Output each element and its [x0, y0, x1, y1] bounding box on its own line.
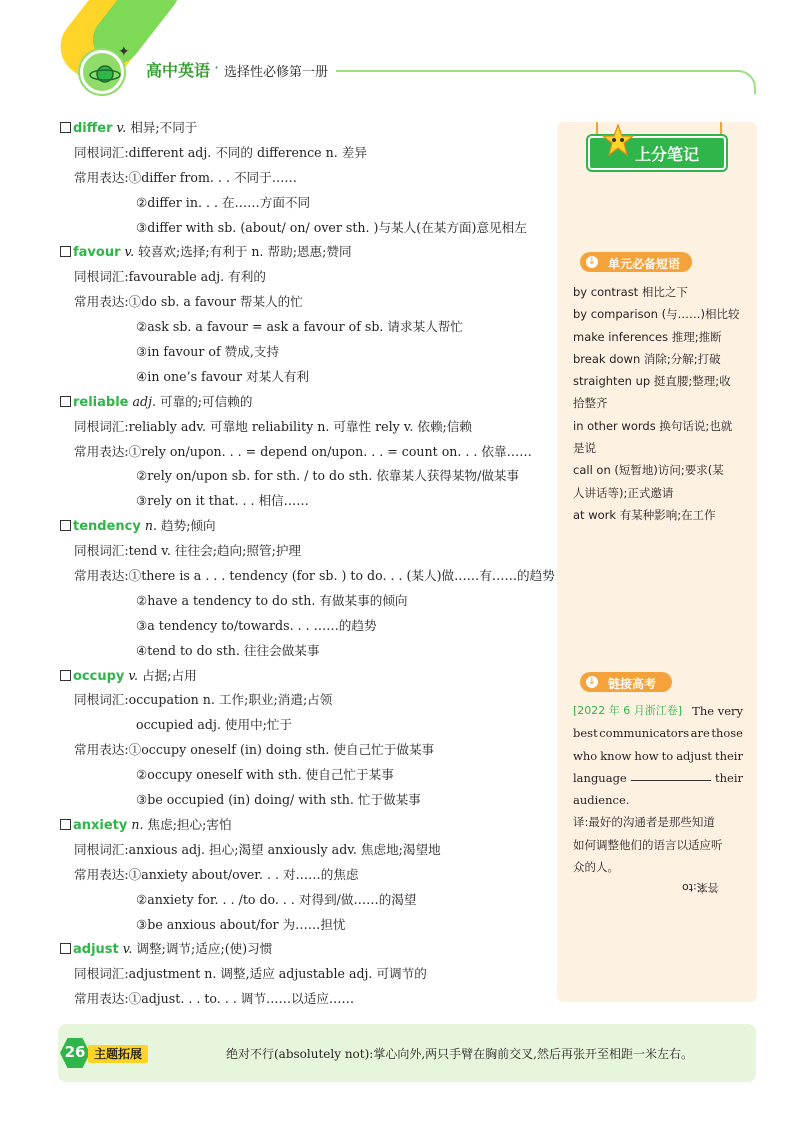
- header-rule: [336, 70, 736, 72]
- phrase-item: by comparison (与……)相比较: [573, 307, 740, 322]
- headword-meaning: 可靠的;可信赖的: [160, 393, 253, 409]
- vocab-entry: [60, 240, 550, 389]
- entry-headword-line: [60, 937, 550, 962]
- headword-meaning: 相异;不同于: [130, 120, 198, 135]
- vocabulary-list: [60, 116, 555, 1012]
- entry-detail-line: 常用表达:①anxiety about/over. . . 对……的焦虑: [74, 866, 359, 882]
- entry-headword-line: [60, 240, 550, 265]
- entry-detail-line: 同根词汇:tend v. 往往会;趋向;照管;护理: [74, 543, 302, 559]
- entry-detail-line: ②ask sb. a favour = ask a favour of sb. 请求某人帮忙: [136, 319, 463, 335]
- headword: tendency: [73, 519, 141, 535]
- entry-detail-line: ②anxiety for. . . /to do. . . 对得到/做……的渴望: [136, 891, 417, 907]
- answer-blank: [631, 767, 711, 781]
- checkbox-icon: [60, 122, 71, 133]
- phrase-item: straighten up 挺直腰;整理;收: [573, 374, 731, 389]
- vocab-entry: [60, 514, 555, 663]
- notes-title: 上分笔记: [635, 145, 700, 164]
- sparkle-icon: ✦: [118, 44, 130, 60]
- headword: anxiety: [73, 817, 128, 833]
- entry-headword-line: [60, 116, 550, 141]
- part-of-speech: adj.: [132, 393, 156, 409]
- exam-word: are: [690, 726, 710, 741]
- headword: occupy: [73, 668, 125, 684]
- exam-word: their: [714, 770, 743, 785]
- entry-detail-line: ③be anxious about/for 为……担忧: [136, 916, 346, 932]
- entry-detail-line: 常用表达:①rely on/upon. . . = depend on/upon. . . = count on. . . 依靠……: [74, 443, 532, 459]
- part-of-speech: n.: [144, 518, 157, 534]
- footer-text: 绝对不行(absolutely not):掌心向外,两只手臂在胸前交叉,然后再张开至相距一米左右。: [226, 1047, 693, 1061]
- translation-line: 如何调整他们的语言以适应听: [573, 837, 723, 852]
- checkbox-icon: [60, 819, 71, 830]
- phrase-item: make inferences 推理;推断: [573, 329, 722, 344]
- exam-word: best: [573, 726, 598, 741]
- checkbox-icon: [60, 520, 71, 531]
- entry-detail-line: 同根词汇:occupation n. 工作;职业;消遣;占领: [74, 692, 333, 708]
- entry-detail-line: ③differ with sb. (about/ on/ over sth. )与某人(在某方面)意见相左: [136, 219, 527, 235]
- entry-detail-line: 常用表达:①adjust. . . to. . . 调节……以适应……: [74, 991, 355, 1007]
- exam-word: to: [661, 748, 674, 763]
- headword-meaning: 较喜欢;选择;有利于 n. 帮助;恩惠;赞同: [138, 244, 352, 260]
- entry-detail-line: 同根词汇:different adj. 不同的 difference n. 差异: [74, 144, 367, 160]
- exam-line: [573, 722, 743, 744]
- checkbox-icon: [60, 670, 71, 681]
- phrase-item: by contrast 相比之下: [573, 285, 688, 299]
- entry-detail-line: ③in favour of 赞成,支持: [136, 344, 280, 360]
- vocab-entry: [60, 116, 550, 240]
- exam-word: language: [573, 770, 627, 785]
- headword: reliable: [73, 394, 129, 410]
- entry-detail-line: ③rely on it that. . . 相信……: [136, 493, 309, 509]
- entry-headword-line: [60, 813, 550, 838]
- entry-detail-line: 同根词汇:adjustment n. 调整,适应 adjustable adj. 可调节的: [74, 966, 427, 982]
- vocab-entry: [60, 664, 550, 813]
- phrase-item: 人讲话等);正式邀请: [573, 485, 674, 500]
- entry-detail-line: 同根词汇:anxious adj. 担心;渴望 anxiously adv. 焦虑地;渴望地: [74, 841, 441, 857]
- headword: differ: [73, 121, 113, 136]
- entry-detail-line: ③a tendency to/towards. . . ……的趋势: [136, 617, 377, 633]
- exam-line: [573, 789, 743, 811]
- exam-word: communicators: [599, 726, 690, 741]
- part-of-speech: v.: [116, 120, 127, 135]
- entry-headword-line: [60, 664, 550, 689]
- exam-word: those: [711, 726, 743, 741]
- exam-line: [573, 767, 743, 789]
- exam-source: [2022 年 6 月浙江卷]: [573, 704, 683, 717]
- entry-detail-line: 常用表达:①differ from. . . 不同于……: [74, 169, 297, 185]
- translation-line: 众的人。: [573, 860, 619, 875]
- section-title-phrases: 单元必备短语: [608, 257, 681, 271]
- headword: favour: [73, 245, 121, 261]
- checkbox-icon: [60, 943, 71, 954]
- section-title-exam: 链接高考: [608, 677, 657, 691]
- entry-headword-line: [60, 514, 550, 539]
- headword-meaning: 占据;占用: [142, 667, 197, 683]
- entry-detail-line: 常用表达:①there is a . . . tendency (for sb. ) to do. . . (某人)做……有……的趋势: [74, 568, 555, 584]
- exam-word: adjust: [676, 748, 712, 763]
- entry-detail-line: 同根词汇:favourable adj. 有利的: [74, 269, 266, 285]
- headword-meaning: 焦虑;担心;害怕: [147, 816, 232, 832]
- entry-detail-line: ②occupy oneself with sth. 使自己忙于某事: [136, 767, 394, 783]
- entry-headword-line: [60, 390, 550, 415]
- entry-detail-line: ③be occupied (in) doing/ with sth. 忙于做某事: [136, 792, 421, 808]
- vocab-entry: [60, 813, 550, 937]
- entry-detail-line: ②differ in. . . 在……方面不同: [136, 194, 311, 210]
- page-number: 26: [64, 1043, 86, 1061]
- headword-meaning: 趋势;倾向: [161, 518, 216, 534]
- exam-word: audience.: [573, 793, 630, 808]
- translation-line: 译:最好的沟通者是那些知道: [573, 815, 715, 830]
- exam-question: [573, 700, 743, 878]
- vocab-entry: [60, 390, 550, 514]
- star-icon: [602, 124, 634, 162]
- exam-word: who: [573, 748, 598, 763]
- entry-detail-line: ②rely on/upon sb. for sth. / to do sth. 依靠某人获得某物/做某事: [136, 468, 520, 484]
- entry-detail-line: ②have a tendency to do sth. 有做某事的倾向: [136, 592, 408, 608]
- checkbox-icon: [60, 396, 71, 407]
- headword: adjust: [73, 942, 119, 958]
- phrase-item: 拾整齐: [573, 396, 608, 411]
- part-of-speech: v.: [124, 244, 135, 260]
- part-of-speech: v.: [122, 941, 133, 957]
- phrase-item: in other words 换句话说;也就: [573, 418, 733, 433]
- exam-word: their: [714, 748, 743, 763]
- arrow-down-icon: ↓: [584, 674, 600, 690]
- entry-detail-line: 常用表达:①occupy oneself (in) doing sth. 使自己忙于做某事: [74, 742, 435, 758]
- exam-word: The very: [692, 704, 743, 718]
- entry-detail-line: 同根词汇:reliably adv. 可靠地 reliability n. 可靠性 rely v. 依赖;信赖: [74, 418, 472, 434]
- vocab-entry: [60, 937, 550, 1012]
- exam-line: [573, 700, 743, 722]
- checkbox-icon: [60, 246, 71, 257]
- phrase-item: 是说: [573, 441, 596, 456]
- phrase-item: call on (短暂地)访问;要求(某: [573, 463, 724, 478]
- title-separator: ·: [214, 58, 220, 77]
- arrow-down-icon: ↓: [584, 254, 600, 270]
- book-title: 高中英语: [146, 61, 211, 80]
- entry-detail-line: ④in one’s favour 对某人有利: [136, 368, 310, 384]
- phrase-item: at work 有某种影响;在工作: [573, 507, 716, 522]
- entry-detail-line: ④tend to do sth. 往往会做某事: [136, 642, 320, 658]
- exam-line: [573, 745, 743, 767]
- answer-upside-down: 答案:to: [682, 881, 719, 894]
- entry-detail-line: occupied adj. 使用中;忙于: [136, 717, 293, 733]
- entry-detail-line: 常用表达:①do sb. a favour 帮某人的忙: [74, 294, 303, 310]
- footer-tag: 主题拓展: [88, 1045, 148, 1063]
- headword-meaning: 调整;调节;适应;(使)习惯: [136, 941, 273, 957]
- exam-word: how: [634, 748, 659, 763]
- phrase-item: break down 消除;分解;打破: [573, 351, 721, 366]
- phrase-list: [573, 281, 745, 526]
- part-of-speech: n.: [131, 816, 144, 832]
- book-subtitle: 选择性必修第一册: [224, 65, 329, 80]
- header-rule-curve: [726, 70, 756, 94]
- exam-word: know: [600, 748, 632, 763]
- part-of-speech: v.: [128, 667, 139, 683]
